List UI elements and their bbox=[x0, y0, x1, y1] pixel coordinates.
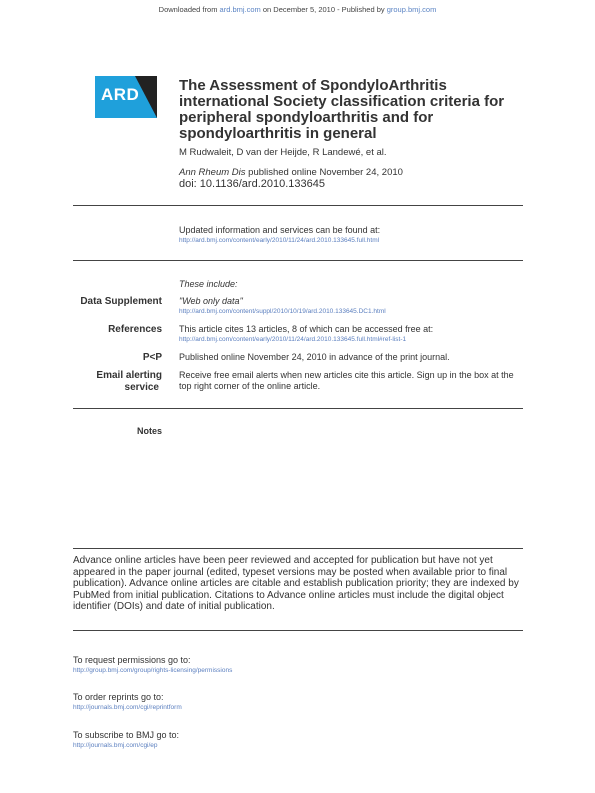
email-alert-text: Receive free email alerts when new articles cite this article. Sign up in the box at the top right corner of the online article. bbox=[179, 370, 514, 391]
divider-2 bbox=[73, 260, 523, 261]
article-doi: doi: 10.1136/ard.2010.133645 bbox=[179, 178, 325, 190]
pip-label: P<P bbox=[142, 352, 162, 363]
data-supplement-text: "Web only data" bbox=[179, 296, 243, 306]
divider-4 bbox=[73, 548, 523, 549]
site-link[interactable]: ard.bmj.com bbox=[219, 5, 261, 14]
notes-label: Notes bbox=[136, 426, 162, 436]
email-alert-label-line2: service bbox=[124, 382, 159, 393]
data-supplement-label: Data Supplement bbox=[80, 296, 162, 307]
data-supplement-link[interactable]: http://ard.bmj.com/content/suppl/2010/10/19/ard.2010.133645.DC1.html bbox=[179, 308, 386, 315]
references-text: This article cites 13 articles, 8 of which can be accessed free at: bbox=[179, 324, 434, 334]
article-authors: M Rudwaleit, D van der Heijde, R Landewé, et al. bbox=[179, 147, 387, 158]
download-notice bbox=[0, 5, 595, 14]
reprints-text: To order reprints go to: bbox=[73, 692, 164, 702]
logo-text: ARD bbox=[101, 85, 140, 104]
journal-name: Ann Rheum Dis bbox=[179, 167, 246, 178]
published-date: published online November 24, 2010 bbox=[245, 167, 403, 178]
divider-5 bbox=[73, 630, 523, 631]
email-alert-label bbox=[60, 370, 162, 394]
divider-3 bbox=[73, 408, 523, 409]
updated-info-text: Updated information and services can be found at: bbox=[179, 225, 381, 235]
journal-line bbox=[179, 167, 403, 178]
ard-logo bbox=[95, 76, 157, 118]
download-prefix: Downloaded from bbox=[158, 5, 220, 14]
reprints-link[interactable]: http://journals.bmj.com/cgi/reprintform bbox=[73, 704, 182, 711]
permissions-link[interactable]: http://group.bmj.com/group/rights-licensing/permissions bbox=[73, 667, 233, 674]
subscribe-text: To subscribe to BMJ go to: bbox=[73, 730, 180, 740]
download-middle: on December 5, 2010 - Published by bbox=[260, 5, 387, 14]
updated-info-link[interactable]: http://ard.bmj.com/content/early/2010/11/24/ard.2010.133645.full.html bbox=[179, 237, 380, 244]
divider-1 bbox=[73, 205, 523, 206]
article-title: The Assessment of SpondyloArthritis international Society classification criteria for peripheral spondyloarthritis and for spondyloarthritis in general bbox=[179, 77, 505, 142]
advance-online-notice: Advance online articles have been peer reviewed and accepted for publication but have not yet appeared in the paper journal (edited, typeset versions may be posted when available prior to final publication). Advance online articles are citable and establish publication priority; they are indexed by PubMed from initial publication. Citations to Advance online articles must include the digital object identifier (DOIs) and date of initial publication. bbox=[73, 555, 519, 612]
subscribe-link[interactable]: http://journals.bmj.com/cgi/ep bbox=[73, 742, 158, 749]
these-include: These include: bbox=[179, 279, 238, 289]
references-label: References bbox=[108, 324, 162, 335]
publisher-link[interactable]: group.bmj.com bbox=[386, 5, 437, 14]
references-link[interactable]: http://ard.bmj.com/content/early/2010/11/24/ard.2010.133645.full.html#ref-list-1 bbox=[179, 336, 407, 343]
permissions-text: To request permissions go to: bbox=[73, 655, 191, 665]
email-alert-label-line1: Email alerting bbox=[96, 370, 162, 381]
pip-text: Published online November 24, 2010 in advance of the print journal. bbox=[179, 352, 450, 362]
